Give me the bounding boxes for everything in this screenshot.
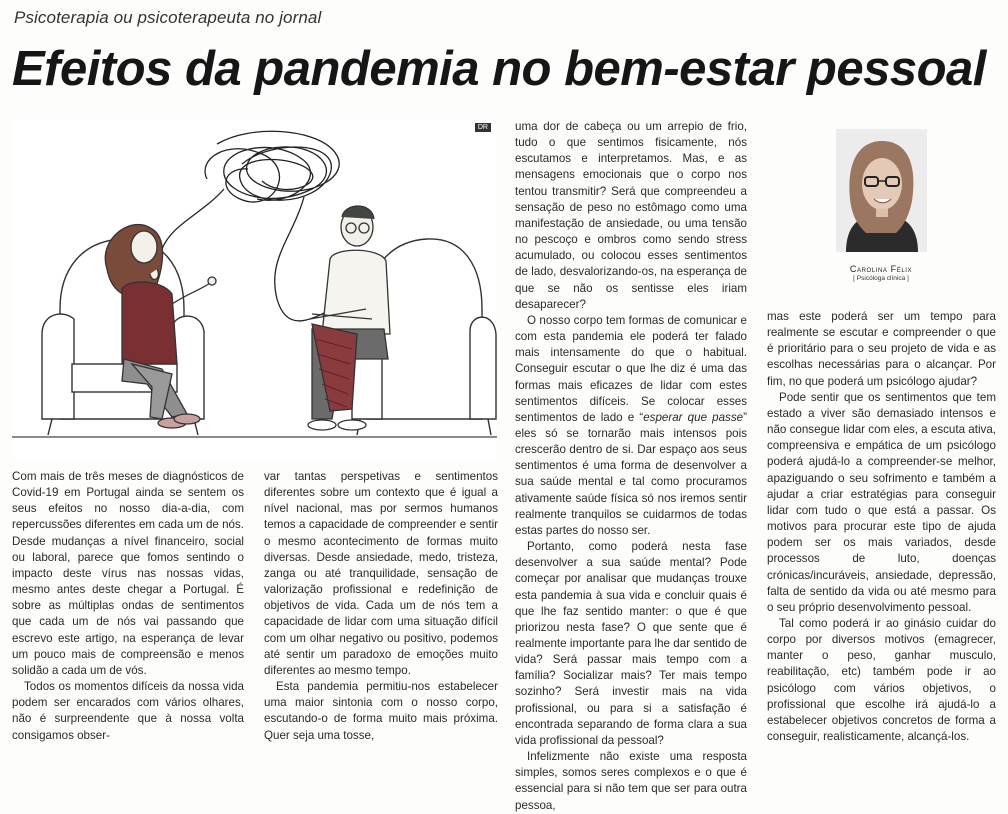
photo-credit-badge: DR xyxy=(475,123,491,132)
paragraph: Com mais de três meses de diagnósticos de Covid-19 em Portugal ainda se sentem os seus efeitos no nosso dia-a-dia, com repercussões diferentes em cada um de nós. Desde mudanças a nível financeiro, social ou laboral, parece que fomos sentindo o impacto deste vírus nas nossas vidas, mesmo antes deste chegar a Portugal. É sobre as múltiplas ondas de sentimentos que cada um de nós vai passando que escrevo este artigo, na esperança de levar um pouco mais de compreensão e menos solidão a cada um de vós. xyxy=(12,470,244,677)
therapy-scene-drawing xyxy=(12,119,497,459)
paragraph: uma dor de cabeça ou um arrepio de frio, tudo o que sentimos fisicamente, nós escutamos e interpretamos. Mas, e as mensagens emocionais que o corpo nos tentou transmitir? Será que compreendeu a sensação de peso no estômago como uma manifestação de ansiedade, ou uma tensão no pescoço e ombros como sendo stress acumulado, ou colocou esses sentimentos de lado, desvalorizando-os, na esperança de que se não os sentisse eles iriam desaparecer? xyxy=(515,120,747,311)
paragraph: Portanto, como poderá nesta fase desenvolver a sua saúde mental? Pode começar por analisar que mudanças trouxe esta pandemia à sua vida e concluir quais é que lhe faz sentido manter: o que é que priorizou nesta fase? O que sente que é realmente importante para lhe dar sentido de vida? Será passar mais tempo com a família? Socializar mais? Ter mais tempo sozinho? Será investir mais na vida profissional, ou para si a satisfação é encontrada separando de forma clara a sua vida profissional da pessoal? xyxy=(515,540,747,747)
paragraph-text: ” eles só se tornarão mais intensos pois crescerão dentro de si. Dar espaço aos seus sentimentos é uma forma de desenvolver a sua saúde mental e tal como procuramos ativamente saúde física só nos iremos sentir realmente tranquilos se cuidarmos de todas estas partes do nosso ser. xyxy=(515,410,747,537)
paragraph: Pode sentir que os sentimentos que tem estado a viver são demasiado intensos e não consegue lidar com eles, a escuta ativa, compreensiva e empática de um psicólogo poderá ajudá-lo a compreender-se melhor, apaziguando o seu sofrimento e também a ajudar a criar estratégias para conseguir lidar com tudo o que está a passar. Os motivos para procurar este tipo de ajuda podem ser os mais variados, desde processos de luto, doenças crónicas/incuráveis, ansiedade, depressão, falta de sentido da vida ou até mesmo para o seu próprio desenvolvimento pessoal. xyxy=(767,390,996,614)
paragraph: Tal como poderá ir ao ginásio cuidar do corpo por diversos motivos (emagrecer, manter o peso, ganhar musculo, reabilitação, etc) também pode ir ao psicólogo com vários objetivos, o profissional que escolhe irá ajudá-lo a estabelecer objetivos concretos de forma a conseguir, realisticamente, alcançá-los. xyxy=(767,616,996,744)
paragraph: Todos os momentos difíceis da nossa vida podem ser encarados com vários olhares, não é surpreendente que à nossa volta consigamos obser- xyxy=(12,680,244,742)
author-photo xyxy=(836,129,927,252)
author-role: [ Psicóloga clínica ] xyxy=(853,275,909,282)
paragraph: Esta pandemia permitiu-nos estabelecer uma maior sintonia com o nosso corpo, escutando-o de forma muito mais próxima. Quer seja uma tosse, xyxy=(264,680,498,742)
author-portrait-drawing xyxy=(836,129,927,252)
article-column-2 xyxy=(264,469,498,744)
paragraph-text: O nosso corpo tem formas de comunicar e com esta pandemia ele poderá ter falado mais intensamente do que o habitual. Conseguir escutar o que lhe diz é uma das formas mais eficazes de lidar com estes sentimentos difíceis. Se colocar esses sentimentos de lado e “ xyxy=(515,313,747,424)
paragraph: var tantas perspetivas e sentimentos diferentes sobre um contexto que é igual a nível nacional, mas por sermos humanos temos a capacidade de compreender e sentir o mesmo acontecimento de formas muito diversas. Desde ansiedade, medo, tristeza, zanga ou até tranquilidade, sensação de valorização profissional e redefinição de objetivos de vida. Cada um de nós tem a capacidade de lidar com uma situação difícil com um olhar negativo ou positivo, podemos até sentir um paradoxo de emoções muito diferentes ao mesmo tempo. xyxy=(264,470,498,677)
paragraph: mas este poderá ser um tempo para realmente se escutar e compreender o que é prioritário para o seu projeto de vida e as escolhas necessárias para o alcançar. Por fim, no que poderá um psicólogo ajudar? xyxy=(767,310,996,388)
article-column-3 xyxy=(515,119,747,814)
paragraph xyxy=(515,313,747,539)
author-name: Carolina Félix xyxy=(849,264,913,274)
therapy-illustration xyxy=(12,119,497,459)
paragraph: Infelizmente não existe uma resposta simples, somos seres complexos e o que é essencial para si não tem que ser para outra pessoa, xyxy=(515,750,747,812)
emphasis-quote: esperar que passe xyxy=(643,410,744,424)
article-headline: Efeitos da pandemia no bem-estar pessoal xyxy=(12,42,986,96)
article-column-4 xyxy=(767,309,996,745)
section-kicker: Psicoterapia ou psicoterapeuta no jornal xyxy=(14,8,322,27)
article-column-1 xyxy=(12,469,244,744)
